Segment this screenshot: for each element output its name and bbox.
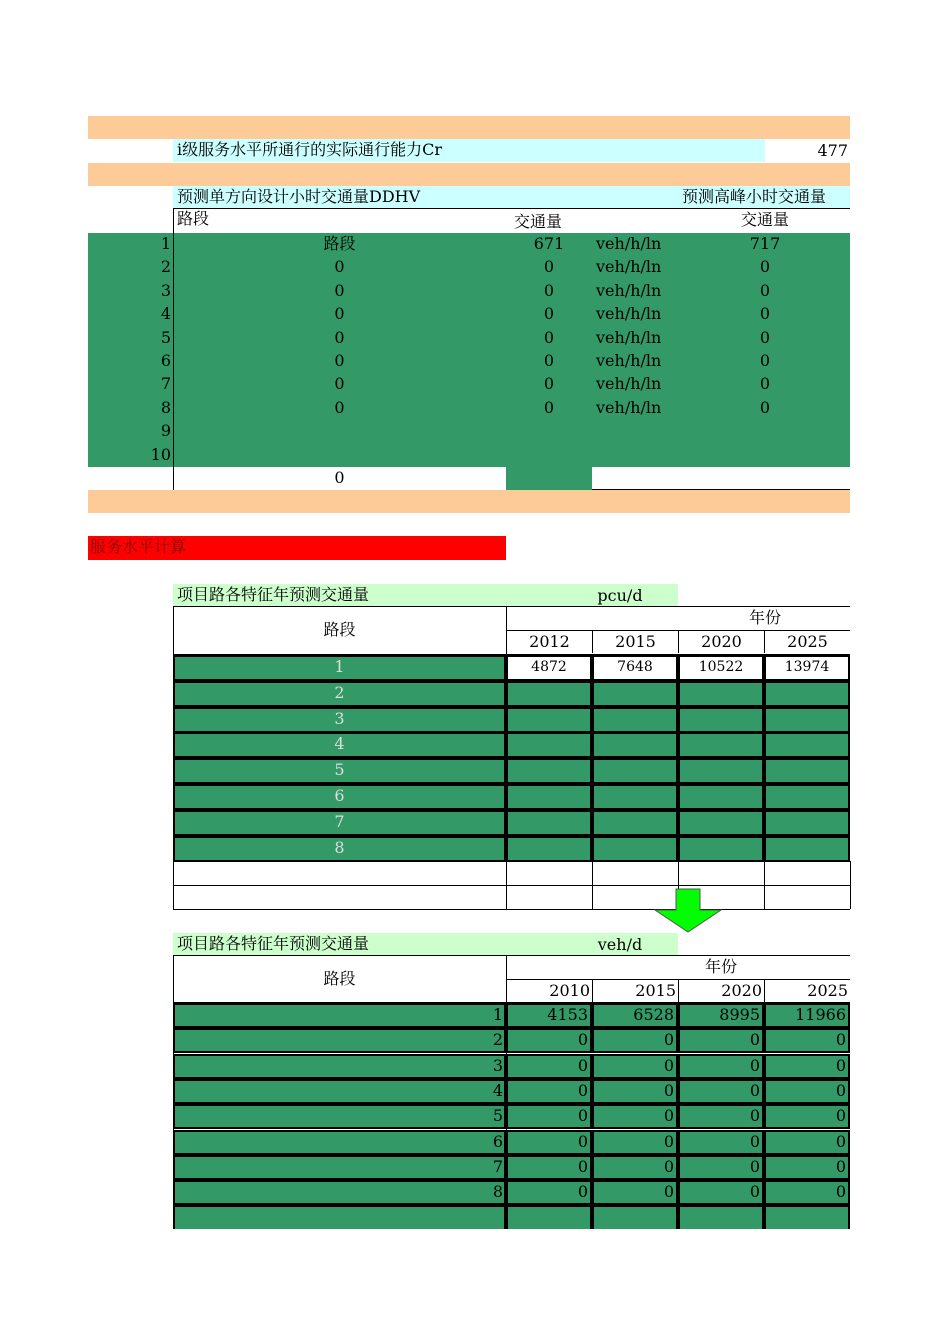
- ddhv-row-segment: 0: [334, 328, 345, 347]
- ddhv-row-unit: veh/h/ln: [596, 374, 662, 393]
- pcu-blank-col-line: [850, 861, 851, 909]
- pcu-row-segment: 4: [334, 734, 345, 753]
- ddhv-row-segment: 0: [334, 304, 345, 323]
- pcu-value-cell: [764, 758, 850, 784]
- ddhv-row-index: 2: [160, 257, 171, 276]
- veh-value: 0: [749, 1081, 760, 1100]
- ddhv-row-index: 3: [160, 281, 171, 300]
- ddhv-row-index: 6: [160, 351, 171, 370]
- veh-title: 项目路各特征年预测交通量: [177, 934, 370, 953]
- ddhv-col-segment: 路段: [177, 209, 210, 228]
- veh-value: 0: [835, 1056, 846, 1075]
- pcu-value-cell: [764, 681, 850, 707]
- pcu-row-segment: 6: [334, 786, 345, 805]
- pcu-value-cell: [678, 732, 764, 758]
- pcu-bottom-line: [173, 909, 850, 910]
- veh-row-segment: 5: [492, 1106, 503, 1125]
- pcu-blank-row-line: [173, 885, 850, 886]
- capacity-value: 477: [817, 141, 848, 160]
- veh-year-header: 年份: [704, 957, 737, 976]
- pcu-value-cell: [678, 681, 764, 707]
- veh-value: 0: [577, 1056, 588, 1075]
- pcu-value-cell: [592, 681, 678, 707]
- ddhv-row-index: 10: [150, 445, 171, 464]
- pcu-blank-col-line: [506, 861, 507, 909]
- ddhv-row-unit: veh/h/ln: [596, 398, 662, 417]
- pcu-year-header: 年份: [748, 608, 781, 627]
- peak-title: 预测高峰小时交通量: [682, 187, 827, 206]
- pcu-value-cell: [764, 784, 850, 810]
- pcu-title: 项目路各特征年预测交通量: [177, 585, 370, 604]
- veh-empty-row-cell: [506, 1205, 592, 1229]
- veh-value: 0: [749, 1056, 760, 1075]
- veh-value: 0: [835, 1030, 846, 1049]
- pcu-year-cell: 2015: [592, 631, 678, 653]
- ddhv-row-segment: 0: [334, 281, 345, 300]
- veh-value: 0: [749, 1182, 760, 1201]
- pcu-value-cell: [506, 810, 592, 836]
- ddhv-row-peak: 0: [759, 374, 771, 393]
- veh-row-segment: 8: [492, 1182, 503, 1201]
- orange-band-1: [88, 116, 850, 139]
- veh-row-segment: 6: [492, 1132, 503, 1151]
- veh-empty-row-cell: [592, 1205, 678, 1229]
- veh-value: 0: [835, 1106, 846, 1125]
- pcu-value-cell: [506, 732, 592, 758]
- pcu-value-cell: [506, 707, 592, 733]
- pcu-value-cell: [764, 810, 850, 836]
- down-arrow-icon: [652, 888, 724, 934]
- veh-empty-row-cell: [764, 1205, 850, 1229]
- veh-value: 0: [577, 1106, 588, 1125]
- pcu-value-cell: [592, 836, 678, 862]
- ddhv-row-index: 7: [160, 374, 171, 393]
- pcu-value-cell: [506, 784, 592, 810]
- ddhv-row-unit: veh/h/ln: [596, 351, 662, 370]
- pcu-value: 4872: [531, 659, 567, 675]
- ddhv-row-volume: 0: [543, 328, 555, 347]
- pcu-unit: pcu/d: [597, 586, 643, 605]
- pcu-value-cell: [764, 836, 850, 862]
- pcu-value: 10522: [698, 659, 744, 675]
- pcu-year-cell: 2020: [678, 631, 764, 653]
- veh-value: 0: [663, 1182, 674, 1201]
- ddhv-row-peak: 717: [749, 234, 781, 253]
- pcu-row-segment: 2: [334, 683, 345, 702]
- ddhv-row-index: 8: [160, 398, 171, 417]
- veh-row-segment: 7: [492, 1157, 503, 1176]
- ddhv-row-unit: veh/h/ln: [596, 304, 662, 323]
- veh-unit: veh/d: [597, 935, 643, 954]
- ddhv-row-unit: veh/h/ln: [596, 281, 662, 300]
- veh-value: 0: [835, 1081, 846, 1100]
- veh-value: 0: [663, 1056, 674, 1075]
- veh-row-segment: 1: [492, 1005, 503, 1024]
- pcu-row-segment: 3: [334, 709, 345, 728]
- ddhv-row-volume: 0: [543, 257, 555, 276]
- pcu-value-cell: [678, 836, 764, 862]
- veh-value: 4153: [547, 1005, 588, 1024]
- ddhv-row-volume: 671: [533, 234, 565, 253]
- veh-value: 0: [577, 1132, 588, 1151]
- veh-value: 0: [577, 1182, 588, 1201]
- pcu-value-cell: [592, 784, 678, 810]
- pcu-year-cell: 2025: [764, 631, 850, 653]
- ddhv-row-peak: 0: [759, 281, 771, 300]
- veh-value: 0: [577, 1157, 588, 1176]
- veh-value: 0: [835, 1132, 846, 1151]
- pcu-value-cell: [506, 681, 592, 707]
- veh-value: 0: [749, 1132, 760, 1151]
- ddhv-row-peak: 0: [759, 328, 771, 347]
- pcu-blank-col-line: [764, 861, 765, 909]
- ddhv-row-unit: veh/h/ln: [596, 234, 662, 253]
- pcu-value-cell: [506, 836, 592, 862]
- veh-value: 11966: [795, 1005, 846, 1024]
- pcu-value-cell: [678, 810, 764, 836]
- ddhv-row-index: 5: [160, 328, 171, 347]
- veh-empty-row-cell: [678, 1205, 764, 1229]
- ddhv-row-segment: 0: [334, 257, 345, 276]
- pcu-value-cell: [592, 707, 678, 733]
- ddhv-footer-green-cell: [506, 467, 592, 490]
- orange-band-3: [88, 490, 850, 513]
- veh-value: 8995: [719, 1005, 760, 1024]
- ddhv-row-unit: veh/h/ln: [596, 328, 662, 347]
- pcu-blank-col-line: [592, 861, 593, 909]
- ddhv-footer-value: 0: [334, 468, 345, 487]
- ddhv-row-index: 1: [160, 234, 171, 253]
- ddhv-row-peak: 0: [759, 257, 771, 276]
- section-title: 服务水平计算: [90, 537, 187, 556]
- ddhv-title: 预测单方向设计小时交通量DDHV: [177, 187, 421, 206]
- veh-value: 0: [749, 1030, 760, 1049]
- veh-value: 0: [663, 1106, 674, 1125]
- ddhv-row-peak: 0: [759, 398, 771, 417]
- ddhv-row-segment: 0: [334, 374, 345, 393]
- veh-value: 0: [749, 1106, 760, 1125]
- veh-value: 0: [577, 1081, 588, 1100]
- pcu-col-segment: 路段: [323, 620, 356, 639]
- ddhv-row-volume: 0: [543, 304, 555, 323]
- pcu-row-segment: 8: [334, 838, 345, 857]
- pcu-value-cell: [592, 810, 678, 836]
- veh-row-segment: 4: [492, 1081, 503, 1100]
- veh-value: 0: [663, 1132, 674, 1151]
- ddhv-row-peak: 0: [759, 304, 771, 323]
- pcu-value-cell: [592, 732, 678, 758]
- pcu-value-cell: [678, 707, 764, 733]
- veh-value: 0: [749, 1157, 760, 1176]
- pcu-value-cell: [678, 784, 764, 810]
- pcu-row-segment: 5: [334, 760, 345, 779]
- ddhv-row-peak: 0: [759, 351, 771, 370]
- pcu-value-cell: [592, 758, 678, 784]
- veh-year-cell: 2025: [764, 980, 850, 1002]
- veh-value: 0: [663, 1081, 674, 1100]
- ddhv-row-unit: veh/h/ln: [596, 257, 662, 276]
- veh-year-cell: 2015: [592, 980, 678, 1002]
- pcu-blank-row-line: [173, 861, 850, 862]
- ddhv-row-index: 4: [160, 304, 171, 323]
- veh-value: 0: [577, 1030, 588, 1049]
- peak-col-volume: 交通量: [740, 210, 789, 229]
- veh-value: 6528: [633, 1005, 674, 1024]
- veh-row-segment: 3: [492, 1056, 503, 1075]
- ddhv-row-segment: 0: [334, 351, 345, 370]
- pcu-row-segment: 7: [334, 812, 345, 831]
- veh-value: 0: [663, 1157, 674, 1176]
- pcu-row-segment: 1: [334, 657, 345, 676]
- pcu-value-cell: [764, 707, 850, 733]
- ddhv-row-volume: 0: [543, 398, 555, 417]
- veh-year-cell: 2010: [506, 980, 592, 1002]
- ddhv-row-index: 9: [160, 421, 171, 440]
- ddhv-row-volume: 0: [543, 351, 555, 370]
- veh-empty-row-cell: [173, 1205, 506, 1229]
- pcu-value-cell: [506, 758, 592, 784]
- ddhv-row-segment: 0: [334, 398, 345, 417]
- veh-col-segment: 路段: [323, 969, 356, 988]
- pcu-value: 7648: [617, 659, 653, 675]
- veh-year-cell: 2020: [678, 980, 764, 1002]
- veh-row-segment: 2: [492, 1030, 503, 1049]
- veh-value: 0: [663, 1030, 674, 1049]
- ddhv-row-volume: 0: [543, 374, 555, 393]
- pcu-value-cell: [764, 732, 850, 758]
- pcu-value-cell: [678, 758, 764, 784]
- ddhv-row-segment: 路段: [323, 234, 356, 253]
- pcu-value: 13974: [784, 659, 830, 675]
- ddhv-row-volume: 0: [543, 281, 555, 300]
- pcu-year-cell: 2012: [506, 631, 592, 653]
- capacity-label: i级服务水平所通行的实际通行能力Cr: [177, 140, 443, 159]
- veh-value: 0: [835, 1182, 846, 1201]
- veh-value: 0: [835, 1157, 846, 1176]
- orange-band-2: [88, 163, 850, 186]
- ddhv-col-volume: 交通量: [513, 212, 562, 231]
